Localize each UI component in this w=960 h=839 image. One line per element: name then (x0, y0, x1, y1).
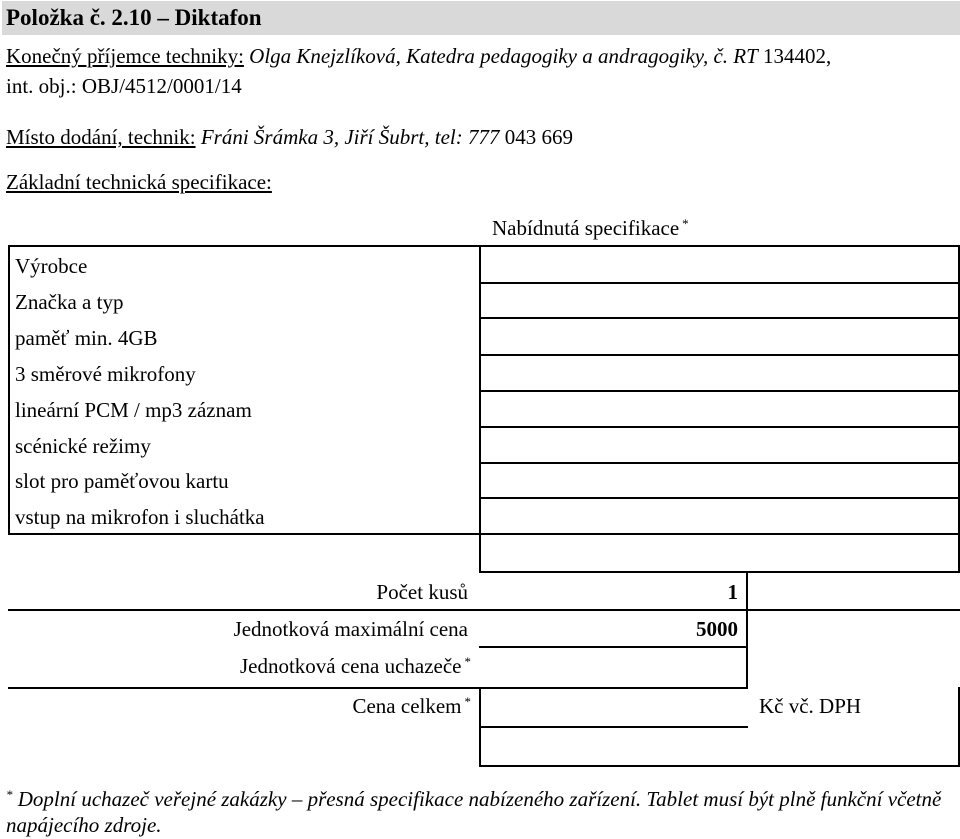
spec-item: lineární PCM / mp3 záznam (15, 398, 252, 422)
delivery-value: Fráni Šrámka 3, Jiří Šubrt, tel: 777 (200, 125, 500, 149)
offered-spec-cell-recording[interactable] (482, 392, 958, 425)
asterisk-marker: * (464, 654, 471, 669)
offered-spec-cell-manufacturer[interactable] (482, 247, 958, 281)
recipient-label: Konečný příjemce techniky: (6, 44, 244, 68)
recipient-line (6, 44, 831, 68)
item-title: Položka č. 2.10 – Diktafon (6, 5, 262, 30)
footnote-line1: Doplní uchazeč veřejné zakázky – přesná specifikace nabízeného zařízení. Tablet musí být plně funkční včetně (17, 787, 942, 811)
spec-item: vstup na mikrofon i sluchátka (15, 505, 265, 529)
asterisk-marker: * (464, 694, 471, 709)
spec-item: 3 směrové mikrofony (15, 362, 196, 386)
spec-item: slot pro paměťovou kartu (15, 469, 229, 493)
delivery-line (6, 125, 573, 149)
table-left-border (8, 245, 10, 535)
spec-item: scénické režimy (15, 434, 151, 458)
spec-item: Výrobce (15, 254, 88, 278)
total-price-input[interactable] (482, 689, 744, 725)
max-price-value: 5000 (696, 617, 738, 641)
quantity-value: 1 (727, 580, 738, 604)
offered-spec-cell-audio-io[interactable] (482, 499, 958, 532)
footnote (6, 786, 956, 838)
quantity-label: Počet kusů (376, 580, 468, 604)
offered-spec-cell-card-slot[interactable] (482, 464, 958, 496)
spec-item: Značka a typ (15, 290, 124, 314)
currency-note: Kč vč. DPH (759, 694, 862, 718)
bidder-price-label-text: Jednotková cena uchazeče (239, 654, 462, 678)
table-bottom-border (8, 533, 960, 535)
pricing-separator (479, 726, 748, 728)
order-line (6, 74, 242, 98)
delivery-phone: 043 669 (504, 125, 573, 149)
recipient-rt-number: 134402, (763, 44, 832, 68)
recipient-value: Olga Knejzlíková, Katedra pedagogiky a andragogiky, č. RT (249, 44, 758, 68)
pricing-divider (746, 571, 748, 689)
pricing-divider (479, 533, 481, 573)
offered-spec-cell-memory[interactable] (482, 319, 958, 353)
footnote-marker: * (6, 787, 13, 802)
bidder-price-label (160, 654, 471, 678)
delivery-label: Místo dodání, technik: (6, 125, 196, 149)
max-price-label: Jednotková maximální cena (233, 617, 468, 641)
offered-spec-cell-microphones[interactable] (482, 356, 958, 389)
offered-spec-cell-brand[interactable] (482, 284, 958, 316)
asterisk-marker: * (682, 216, 689, 231)
pricing-separator (8, 609, 960, 611)
order-label: int. obj. (6, 74, 71, 98)
spec-item: paměť min. 4GB (15, 326, 158, 350)
footnote-line2: napájecího zdroje. (6, 813, 162, 837)
offered-spec-header (492, 216, 689, 240)
total-label (200, 694, 471, 718)
pricing-separator (8, 687, 480, 689)
offered-spec-cell-scenes[interactable] (482, 428, 958, 461)
total-label-text: Cena celkem (352, 694, 462, 718)
pricing-separator (479, 765, 960, 767)
offered-spec-header-label: Nabídnutá specifikace (492, 216, 680, 240)
spec-heading: Základní technická specifikace: (6, 170, 272, 194)
pricing-separator (479, 571, 960, 573)
bidder-price-input[interactable] (482, 648, 744, 685)
order-value: : OBJ/4512/0001/14 (70, 74, 242, 98)
